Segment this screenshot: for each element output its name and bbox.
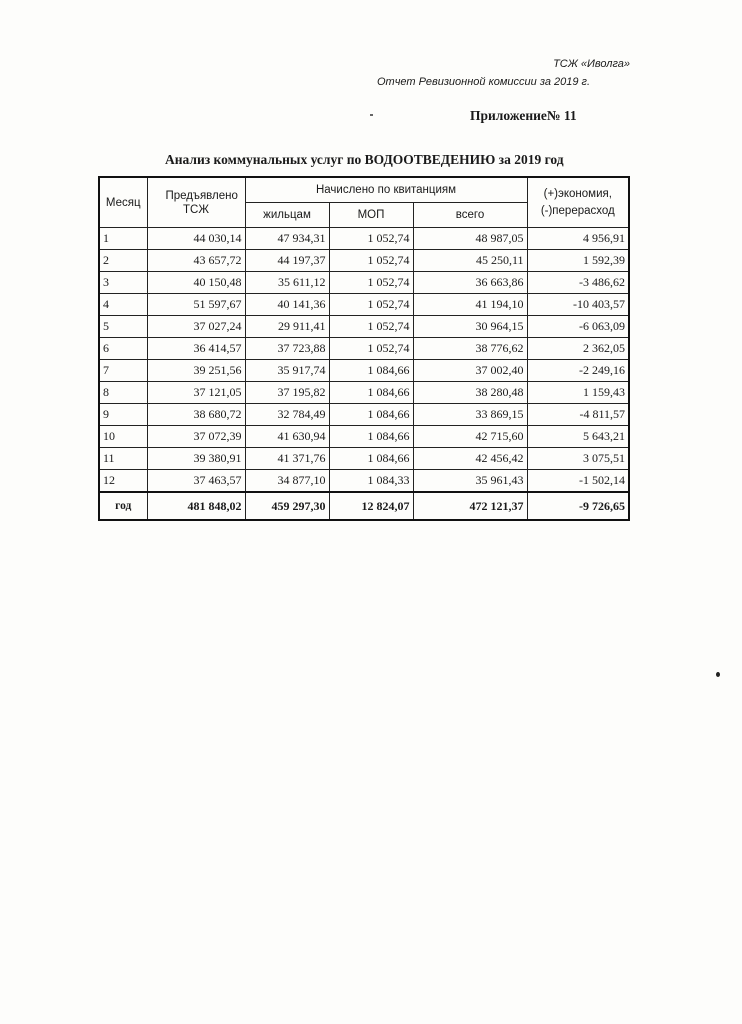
table-header-row (99, 177, 629, 203)
totals-presented: 481 848,02 (147, 492, 245, 520)
totals-total: 472 121,37 (413, 492, 527, 520)
cell-residents: 34 877,10 (245, 470, 329, 493)
cell-presented: 43 657,72 (147, 250, 245, 272)
table-row (99, 404, 629, 426)
cell-presented: 51 597,67 (147, 294, 245, 316)
col-total-header: всего (413, 203, 527, 228)
totals-residents: 459 297,30 (245, 492, 329, 520)
cell-residents: 40 141,36 (245, 294, 329, 316)
totals-mop: 12 824,07 (329, 492, 413, 520)
cell-balance: 5 643,21 (527, 426, 629, 448)
cell-mop: 1 084,66 (329, 382, 413, 404)
table-row (99, 250, 629, 272)
cell-total: 38 280,48 (413, 382, 527, 404)
cell-presented: 40 150,48 (147, 272, 245, 294)
cell-total: 38 776,62 (413, 338, 527, 360)
table-row (99, 382, 629, 404)
cell-month: 12 (99, 470, 147, 493)
cell-total: 33 869,15 (413, 404, 527, 426)
cell-residents: 35 917,74 (245, 360, 329, 382)
cell-total: 42 456,42 (413, 448, 527, 470)
cell-month: 8 (99, 382, 147, 404)
col-mop-header: МОП (329, 203, 413, 228)
cell-balance: -2 249,16 (527, 360, 629, 382)
table-row (99, 338, 629, 360)
cell-month: 10 (99, 426, 147, 448)
col-presented-header: Предъявлено ТСЖ (147, 177, 245, 228)
cell-total: 41 194,10 (413, 294, 527, 316)
cell-residents: 41 630,94 (245, 426, 329, 448)
cell-mop: 1 052,74 (329, 338, 413, 360)
cell-mop: 1 052,74 (329, 272, 413, 294)
cell-total: 35 961,43 (413, 470, 527, 493)
cell-presented: 39 251,56 (147, 360, 245, 382)
report-subtitle: Отчет Ревизионной комиссии за 2019 г. (377, 76, 590, 88)
totals-label: год (99, 492, 147, 520)
cell-mop: 1 084,33 (329, 470, 413, 493)
scan-speck (716, 672, 720, 677)
cell-month: 1 (99, 228, 147, 250)
cell-mop: 1 084,66 (329, 426, 413, 448)
table-row (99, 448, 629, 470)
cell-presented: 37 121,05 (147, 382, 245, 404)
table-row (99, 316, 629, 338)
cell-balance: -3 486,62 (527, 272, 629, 294)
cell-presented: 39 380,91 (147, 448, 245, 470)
scan-speck (370, 114, 373, 116)
cell-presented: 44 030,14 (147, 228, 245, 250)
table-row (99, 426, 629, 448)
cell-month: 2 (99, 250, 147, 272)
col-month-header: Месяц (99, 177, 147, 228)
col-charged-header: Начислено по квитанциям (245, 177, 527, 203)
table-row (99, 470, 629, 493)
cell-total: 30 964,15 (413, 316, 527, 338)
cell-month: 9 (99, 404, 147, 426)
cell-month: 3 (99, 272, 147, 294)
cell-mop: 1 084,66 (329, 404, 413, 426)
cell-residents: 47 934,31 (245, 228, 329, 250)
cell-total: 36 663,86 (413, 272, 527, 294)
cell-month: 6 (99, 338, 147, 360)
document-title: Анализ коммунальных услуг по ВОДООТВЕДЕНИЮ за 2019 год (165, 152, 564, 167)
cell-balance: -6 063,09 (527, 316, 629, 338)
table-row (99, 228, 629, 250)
cell-residents: 32 784,49 (245, 404, 329, 426)
table-row (99, 360, 629, 382)
cell-mop: 1 084,66 (329, 448, 413, 470)
cell-mop: 1 052,74 (329, 294, 413, 316)
cell-residents: 29 911,41 (245, 316, 329, 338)
cell-mop: 1 052,74 (329, 250, 413, 272)
cell-balance: 4 956,91 (527, 228, 629, 250)
cell-residents: 37 723,88 (245, 338, 329, 360)
cell-month: 4 (99, 294, 147, 316)
cell-balance: 1 592,39 (527, 250, 629, 272)
cell-presented: 37 072,39 (147, 426, 245, 448)
cell-balance: 3 075,51 (527, 448, 629, 470)
cell-month: 5 (99, 316, 147, 338)
cell-month: 11 (99, 448, 147, 470)
cell-total: 37 002,40 (413, 360, 527, 382)
cell-mop: 1 084,66 (329, 360, 413, 382)
totals-row (99, 492, 629, 520)
table-row (99, 272, 629, 294)
cell-balance: 1 159,43 (527, 382, 629, 404)
col-residents-header: жильцам (245, 203, 329, 228)
organization-name: ТСЖ «Иволга» (553, 58, 630, 70)
cell-balance: -10 403,57 (527, 294, 629, 316)
cell-residents: 35 611,12 (245, 272, 329, 294)
water-disposal-table (98, 176, 630, 521)
cell-balance: 2 362,05 (527, 338, 629, 360)
cell-presented: 37 027,24 (147, 316, 245, 338)
cell-month: 7 (99, 360, 147, 382)
cell-mop: 1 052,74 (329, 316, 413, 338)
cell-total: 45 250,11 (413, 250, 527, 272)
cell-balance: -1 502,14 (527, 470, 629, 493)
col-balance-header: (+)экономия, (-)перерасход (527, 177, 629, 228)
cell-presented: 37 463,57 (147, 470, 245, 493)
cell-presented: 36 414,57 (147, 338, 245, 360)
appendix-label: Приложение№ 11 (470, 108, 577, 123)
cell-total: 48 987,05 (413, 228, 527, 250)
cell-total: 42 715,60 (413, 426, 527, 448)
cell-residents: 44 197,37 (245, 250, 329, 272)
table-row (99, 294, 629, 316)
cell-residents: 41 371,76 (245, 448, 329, 470)
totals-balance: -9 726,65 (527, 492, 629, 520)
cell-mop: 1 052,74 (329, 228, 413, 250)
cell-residents: 37 195,82 (245, 382, 329, 404)
cell-balance: -4 811,57 (527, 404, 629, 426)
cell-presented: 38 680,72 (147, 404, 245, 426)
